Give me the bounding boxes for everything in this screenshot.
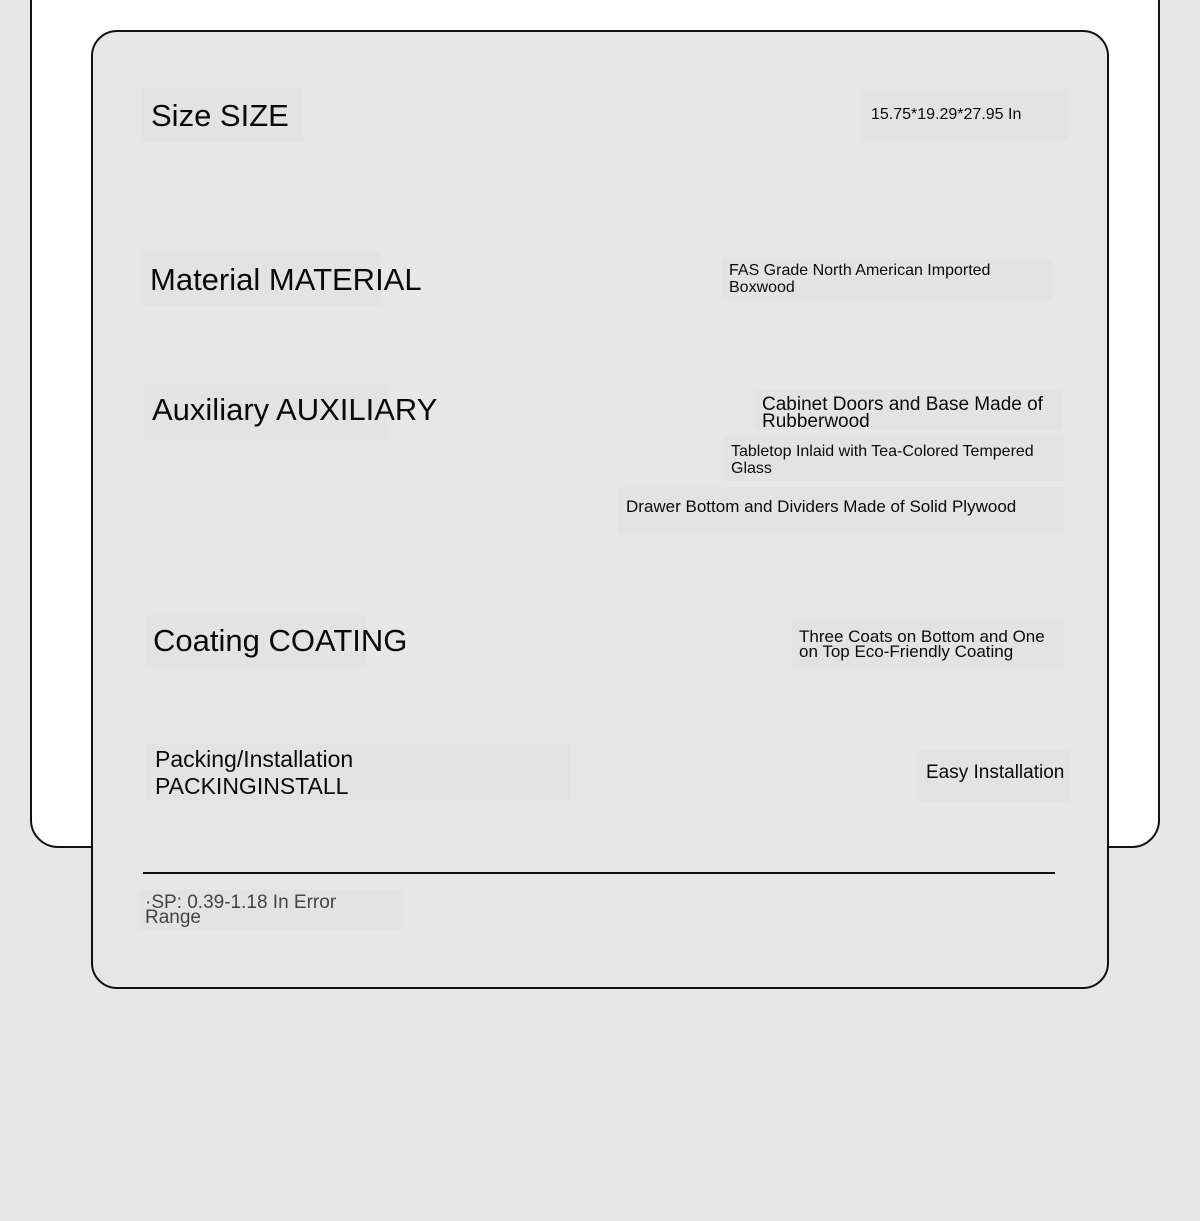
packing-label xyxy=(147,744,571,800)
packing-label-text: Packing/Installation PACKINGINSTALL xyxy=(155,746,354,799)
coating-value: Three Coats on Bottom and One on Top Eco-Friendly Coating xyxy=(792,621,1064,667)
material-value: FAS Grade North American Imported Boxwood xyxy=(722,259,1052,299)
coating-label: Coating COATING xyxy=(145,615,367,667)
auxiliary-value-2: Tabletop Inlaid with Tea-Colored Tempered Glass xyxy=(724,437,1064,481)
footnote-text: ·SP: 0.39-1.18 In Error Range xyxy=(145,892,337,928)
size-value: 15.75*19.29*27.95 In xyxy=(862,89,1068,141)
footer-divider xyxy=(143,872,1055,874)
packing-value: Easy Installation xyxy=(919,750,1069,802)
auxiliary-label: Auxiliary AUXILIARY xyxy=(144,384,388,440)
auxiliary-value-1: Cabinet Doors and Base Made of Rubberwood xyxy=(756,390,1062,430)
size-label: Size SIZE xyxy=(141,88,303,142)
auxiliary-value-3: Drawer Bottom and Dividers Made of Solid Plywood xyxy=(618,487,1064,533)
material-label: Material MATERIAL xyxy=(142,252,380,306)
footnote xyxy=(140,890,402,930)
